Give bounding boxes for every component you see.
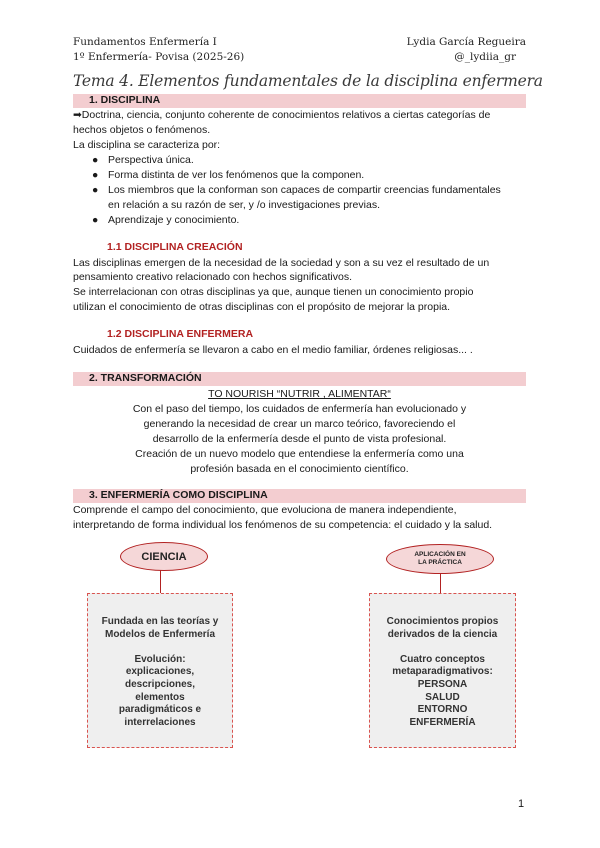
section-heading-1: 1. DISCIPLINA: [89, 94, 161, 106]
page-number: 1: [518, 798, 525, 810]
header-handle: @_lydiia_gr: [454, 51, 516, 63]
creacion-p1-line2: pensamiento creativo relacionado con hechos significativos.: [73, 271, 352, 283]
connector-line-left: [160, 569, 161, 594]
fundada-box: Fundada en las teorías y Modelos de Enfermería Evolución: explicaciones, descripciones, elementos paradigmáticos e interrelaciones: [87, 593, 233, 748]
transformacion-line: generando la necesidad de crear un marco teórico, favoreciendo el: [143, 418, 456, 430]
creacion-p2-line2: utilizan el conocimiento de otras disciplinas con el propósito de mejorar la propia.: [73, 301, 451, 313]
bullet-dot-icon: ●: [92, 154, 99, 166]
enfermera-p1: Cuidados de enfermería se llevaron a cabo en el medio familiar, órdenes religiosas... .: [73, 344, 473, 356]
transformacion-line: profesión basada en el conocimiento científico.: [190, 463, 409, 475]
section-band-disciplina: [73, 94, 526, 108]
subsection-heading-1-2: 1.2 DISCIPLINA ENFERMERA: [107, 328, 254, 340]
transformacion-line: Creación de un nuevo modelo que entendiese la enfermería como una: [135, 448, 464, 460]
definition-line-2: hechos objetos o fenómenos.: [73, 124, 211, 136]
bullet-dot-icon: ●: [92, 184, 99, 196]
header-author: Lydia García Regueira: [406, 36, 526, 48]
ciencia-oval: CIENCIA: [120, 542, 208, 571]
section-band-enfermeria-disciplina: [73, 489, 526, 503]
subsection-heading-1-1: 1.1 DISCIPLINA CREACIÓN: [107, 241, 243, 253]
bullet-dot-icon: ●: [92, 214, 99, 226]
header-year: 1º Enfermería- Povisa (2025-26): [73, 51, 245, 63]
bullet-dot-icon: ●: [92, 169, 99, 181]
enfermeria-p1-line1: Comprende el campo del conocimiento, que evoluciona de manera independiente,: [73, 504, 457, 516]
page-title: Tema 4. Elementos fundamentales de la disciplina enfermera: [73, 72, 543, 90]
transformacion-line: Con el paso del tiempo, los cuidados de enfermería han evolucionado y: [132, 403, 467, 415]
creacion-p2-line1: Se interrelacionan con otras disciplinas ya que, aunque tienen un conocimiento propio: [73, 286, 474, 298]
conocimientos-box: Conocimientos propios derivados de la ciencia Cuatro conceptos metaparadigmativos: PERSONA SALUD ENTORNO ENFERMERÍA: [369, 593, 516, 748]
section-band-transformacion: [73, 372, 526, 386]
section-heading-2: 2. TRANSFORMACIÓN: [89, 372, 202, 384]
aplicacion-oval: APLICACIÓN EN LA PRÁCTICA: [386, 544, 494, 574]
transformacion-subtitle: TO NOURISH “NUTRIR , ALIMENTAR“: [208, 388, 391, 400]
definition-line-1: ➡Doctrina, ciencia, conjunto coherente de conocimientos relativos a ciertas categorías de: [73, 109, 491, 121]
header-course: Fundamentos Enfermería I: [73, 36, 217, 48]
enfermeria-p1-line2: interpretando de forma individual los fenómenos de su competencia: el cuidado y la salud.: [73, 519, 493, 531]
creacion-p1-line1: Las disciplinas emergen de la necesidad de la sociedad y son a su vez el resultado de un: [73, 257, 490, 269]
transformacion-line: desarrollo de la enfermería desde el punto de vista profesional.: [152, 433, 447, 445]
section-heading-3: 3. ENFERMERÍA COMO DISCIPLINA: [89, 489, 268, 501]
characteristics-intro: La disciplina se caracteriza por:: [73, 139, 221, 151]
